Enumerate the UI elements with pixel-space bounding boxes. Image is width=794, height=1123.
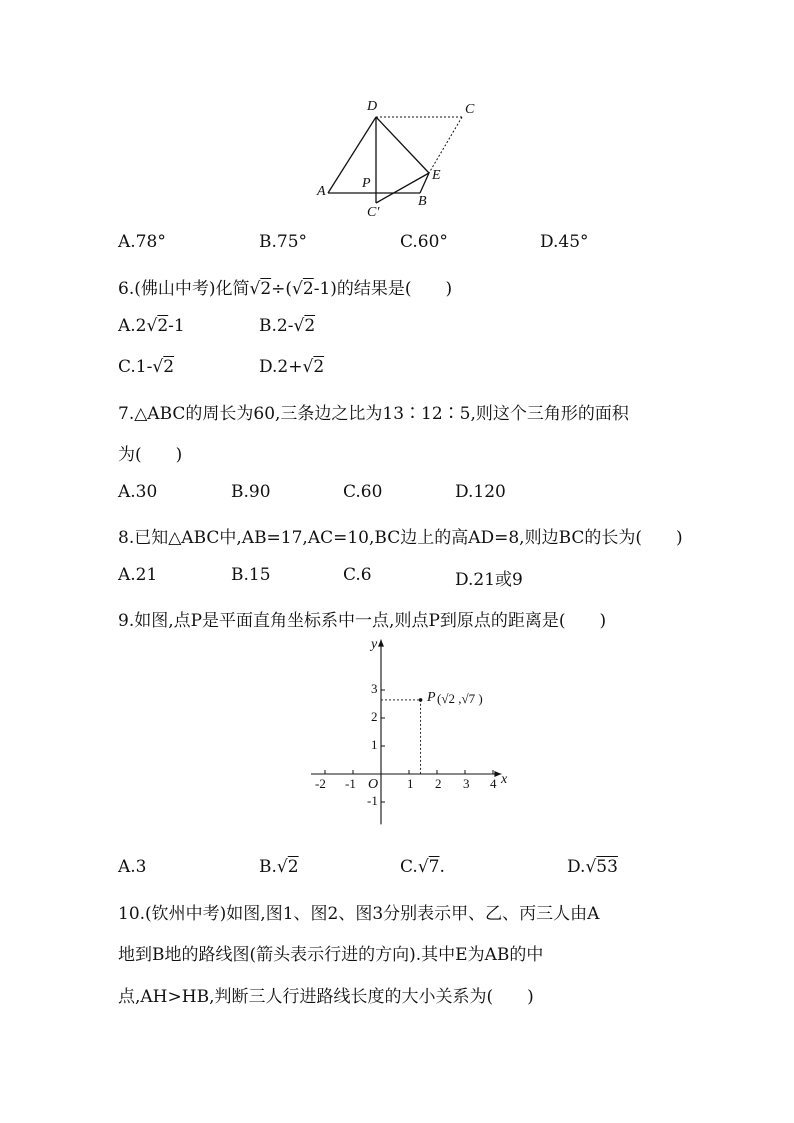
q7-option-a: A.30 [118,482,158,502]
q6-option-d: D.2+√2 [259,357,325,377]
axis-label-y: y [371,637,378,652]
y-tick-label: 3 [371,681,378,696]
q7-stem-line2: 为( ) [118,445,183,465]
q10-stem-line2: 地到B地的路线图(箭头表示行进的方向).其中E为AB的中 [118,945,544,965]
sqrt-icon: √ [249,279,261,299]
x-tick-label: -2 [315,776,326,791]
q8-option-b: B.15 [231,565,271,585]
x-tick-label: 3 [463,776,470,791]
q8-option-a: A.21 [118,565,158,585]
q9-option-c: C.√7. [400,857,445,877]
sqrt-icon: √ [292,279,303,299]
q8-option-d: D.21或9 [455,570,523,590]
q5-option-d: D.45° [540,232,589,252]
q5-option-c: C.60° [400,232,448,252]
label-B: B [418,194,427,209]
q6-option-a: A.2√2-1 [118,316,185,336]
q9-option-b: B.√2 [259,857,299,877]
q8-stem: 8.已知△ABC中,AB=17,AC=10,BC边上的高AD=8,则边BC的长为( ) [118,528,683,548]
sqrt-icon: √ [276,857,288,877]
label-C: C [465,102,475,117]
sqrt-icon: √ [152,357,164,377]
label-E: E [432,168,441,183]
q9-stem: 9.如图,点P是平面直角坐标系中一点,则点P到原点的距离是( ) [118,611,607,631]
q6-option-c: C.1-√2 [118,357,175,377]
q7-option-d: D.120 [455,482,506,502]
sqrt-icon: √ [146,316,158,336]
x-tick-label: 1 [407,776,414,791]
y-tick-label: 1 [371,737,378,752]
point-p-label: P [427,690,436,705]
q7-stem-line1: 7.△ABC的周长为60,三条边之比为13∶12∶5,则这个三角形的面积 [118,404,629,424]
sqrt-icon: √ [302,357,314,377]
sqrt-icon: √ [585,857,597,877]
label-P: P [362,176,371,191]
y-tick-label: 2 [371,709,378,724]
q10-stem-line1: 10.(钦州中考)如图,图1、图2、图3分别表示甲、乙、丙三人由A [118,904,600,924]
q5-option-b: B.75° [259,232,308,252]
x-tick-label: 2 [435,776,442,791]
q9-option-d: D.√53 [567,857,618,877]
axis-label-x: x [501,772,508,787]
label-A: A [317,184,326,199]
y-tick-label: -1 [367,793,378,808]
q6-option-b: B.2-√2 [259,316,316,336]
y-axis-arrow-icon [378,640,384,647]
q7-option-c: C.60 [343,482,383,502]
label-C-prime: C′ [367,205,380,220]
point-p [419,698,423,702]
q10-stem-line3: 点,AH>HB,判断三人行进路线长度的大小关系为( ) [118,987,534,1007]
sqrt-icon: √ [293,316,305,336]
q6-stem: 6.(佛山中考)化简√2÷(√2-1)的结果是( ) [118,279,453,299]
origin-label: O [368,777,379,792]
q9-option-a: A.3 [118,857,147,877]
sqrt-icon: √ [417,857,429,877]
point-p-coords: (√2 ,√7 ) [437,691,483,706]
q8-option-c: C.6 [343,565,372,585]
q7-option-b: B.90 [231,482,271,502]
x-tick-label: 4 [490,776,497,791]
x-tick-label: -1 [345,776,356,791]
q5-option-a: A.78° [118,232,166,252]
label-D: D [367,99,378,114]
